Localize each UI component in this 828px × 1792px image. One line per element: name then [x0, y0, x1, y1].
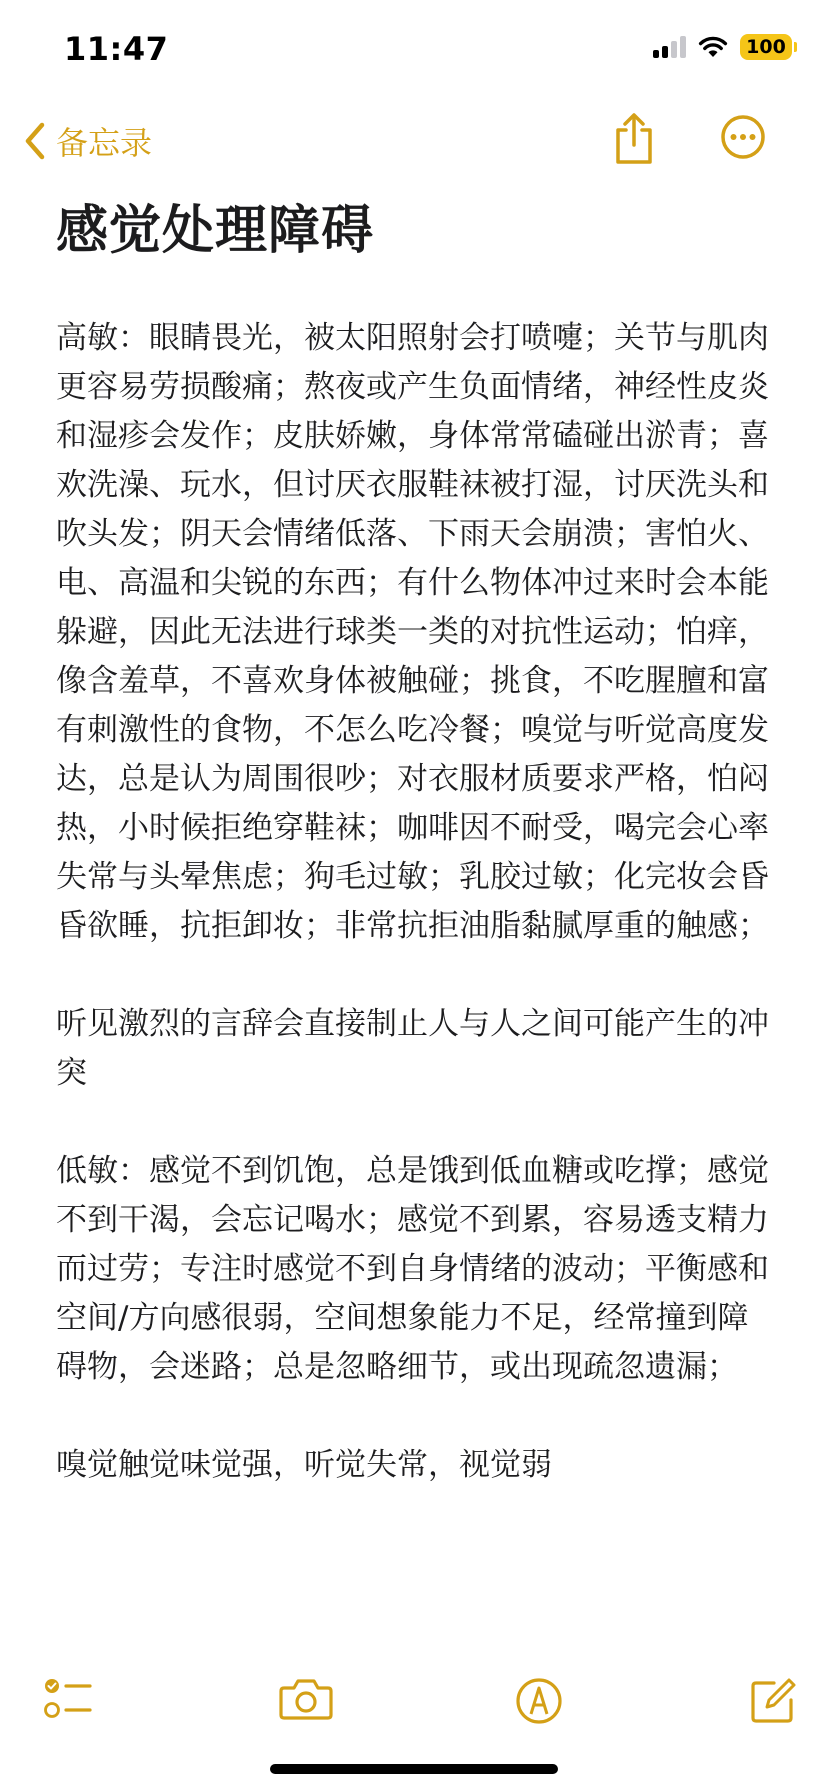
- bottom-toolbar: [0, 1668, 828, 1738]
- more-button[interactable]: [720, 114, 766, 164]
- status-time: 11:47: [64, 30, 169, 68]
- markup-icon: [514, 1676, 564, 1726]
- back-button[interactable]: [24, 118, 152, 164]
- checklist-icon: [44, 1676, 94, 1722]
- note-body[interactable]: [56, 314, 778, 1490]
- note-paragraph: 嗅觉触觉味觉强，听觉失常，视觉弱: [56, 1447, 552, 1483]
- wifi-icon: [698, 35, 728, 59]
- note-paragraph: 高敏：眼睛畏光，被太阳照射会打喷嚏；关节与肌肉更容易劳损酸痛；熬夜或产生负面情绪，神经性皮炎和湿疹会发作；皮肤娇嫩，身体常常磕碰出淤青；喜欢洗澡、玩水，但讨厌衣服鞋袜被打湿，讨厌洗头和吹头发；阴天会情绪低落、下雨天会崩溃；害怕火、电、高温和尖锐的东西；有什么物体冲过来时会本能躲避，因此无法进行球类一类的对抗性运动；怕痒，像含羞草，不喜欢身体被触碰；挑食，不吃腥膻和富有刺激性的食物，不怎么吃冷餐；嗅觉与听觉高度发达，总是认为周围很吵；对衣服材质要求严格，怕闷热，小时候拒绝穿鞋袜；咖啡因不耐受，喝完会心率失常与头晕焦虑；狗毛过敏；乳胶过敏；化完妆会昏昏欲睡，抗拒卸妆；非常抗拒油脂黏腻厚重的触感；: [56, 320, 769, 944]
- camera-icon: [278, 1676, 334, 1722]
- more-icon: [720, 114, 766, 160]
- nav-bar: [0, 100, 828, 186]
- battery-icon: [740, 34, 792, 60]
- cellular-signal-icon: [653, 36, 686, 58]
- note-paragraph: 低敏：感觉不到饥饱，总是饿到低血糖或吃撑；感觉不到干渴，会忘记喝水；感觉不到累，容易透支精力而过劳；专注时感觉不到自身情绪的波动；平衡感和空间/方向感很弱，空间想象能力不足，经常撞到障碍物，会迷路；总是忽略细节，或出现疏忽遗漏；: [56, 1153, 769, 1385]
- markup-button[interactable]: [514, 1676, 564, 1730]
- back-label: 备忘录: [56, 124, 153, 162]
- note-paragraph: 听见激烈的言辞会直接制止人与人之间可能产生的冲突: [56, 1006, 769, 1091]
- battery-level: 100: [746, 36, 786, 58]
- status-indicators: [653, 34, 792, 60]
- note-title[interactable]: 感觉处理障碍: [56, 201, 375, 261]
- chevron-left-icon: [24, 122, 46, 160]
- compose-button[interactable]: [748, 1676, 798, 1730]
- share-icon: [612, 112, 656, 166]
- home-indicator[interactable]: [270, 1764, 558, 1774]
- camera-button[interactable]: [278, 1676, 334, 1726]
- status-bar: [0, 0, 828, 100]
- share-button[interactable]: [612, 112, 656, 170]
- checklist-button[interactable]: [44, 1676, 94, 1726]
- compose-icon: [748, 1676, 798, 1726]
